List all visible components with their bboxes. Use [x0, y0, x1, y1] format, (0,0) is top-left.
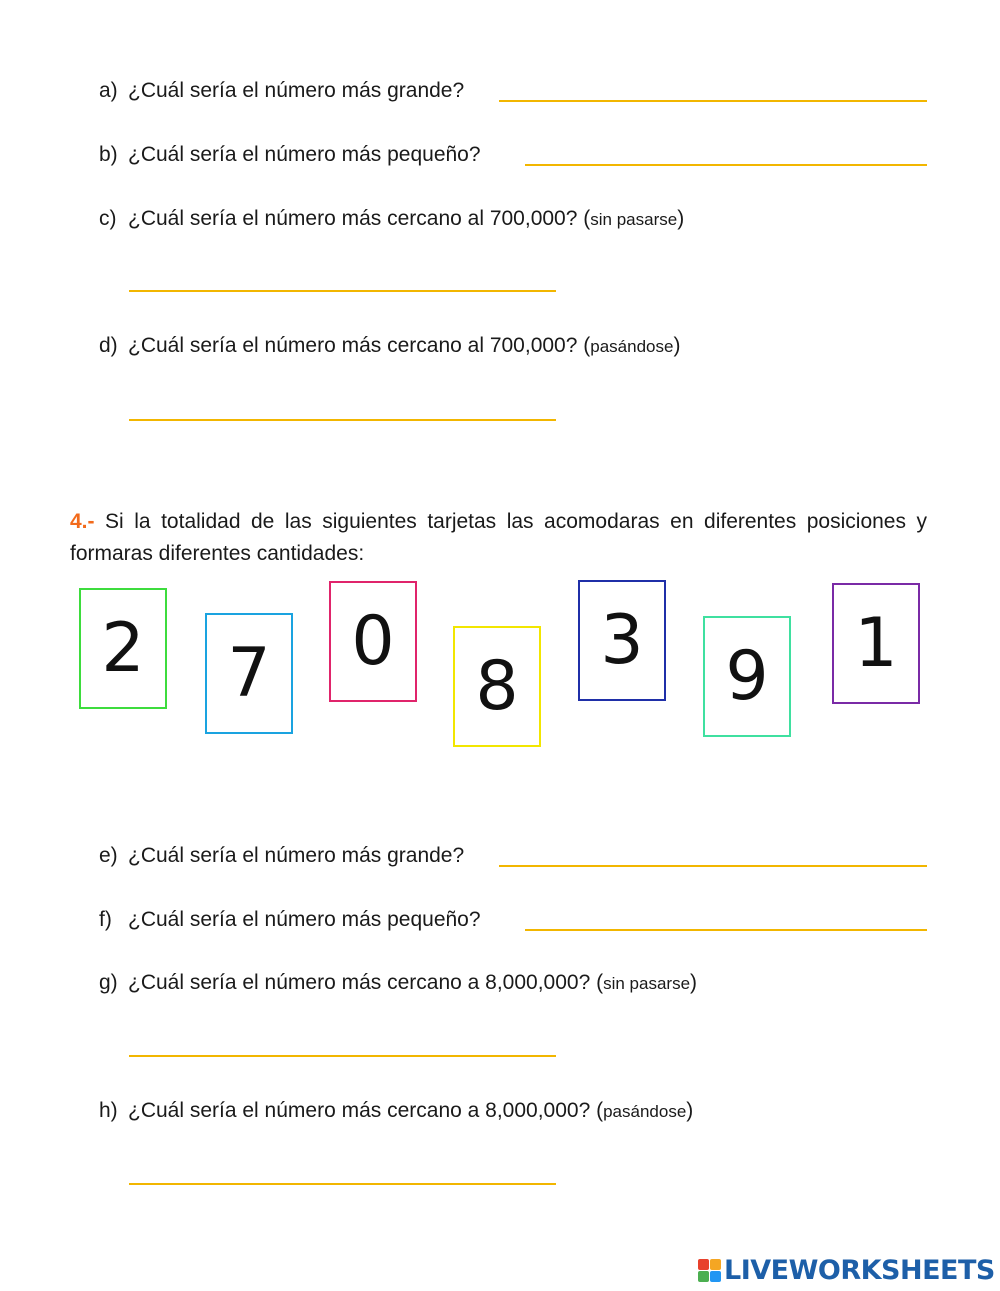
card-digit: 0 — [351, 602, 395, 681]
question-h — [99, 1097, 693, 1126]
card-digit: 9 — [725, 637, 769, 716]
question-text: ¿Cuál sería el número más cercano al 700,000? ( — [128, 334, 591, 357]
question-a — [99, 77, 464, 105]
number-card — [79, 588, 167, 709]
question-letter: b) — [99, 143, 118, 166]
question-note: pasándose — [590, 337, 674, 356]
question-close: ) — [673, 334, 681, 357]
answer-line-h[interactable] — [129, 1183, 556, 1185]
question-d — [99, 332, 680, 361]
question-letter: g) — [99, 971, 118, 994]
question-text: ¿Cuál sería el número más grande? — [128, 844, 465, 867]
section-text: Si la totalidad de las siguientes tarjetas las acomodaras en diferentes posiciones y formaras diferentes cantidades: — [70, 510, 927, 565]
question-c — [99, 205, 684, 234]
number-card — [703, 616, 791, 737]
answer-line-e[interactable] — [499, 865, 927, 867]
question-g — [99, 969, 697, 998]
question-text: ¿Cuál sería el número más pequeño? — [128, 143, 481, 166]
card-digit: 7 — [227, 634, 271, 713]
question-letter: h) — [99, 1099, 118, 1122]
answer-line-c[interactable] — [129, 290, 556, 292]
question-text: ¿Cuál sería el número más cercano a 8,000,000? ( — [128, 971, 604, 994]
logo-text: LIVEWORKSHEETS — [724, 1254, 995, 1286]
question-letter: d) — [99, 334, 118, 357]
card-digit: 3 — [600, 601, 644, 680]
question-letter: e) — [99, 844, 118, 867]
question-text: ¿Cuál sería el número más grande? — [128, 79, 465, 102]
question-text: ¿Cuál sería el número más cercano al 700,000? ( — [128, 207, 591, 230]
answer-line-f[interactable] — [525, 929, 927, 931]
answer-line-d[interactable] — [129, 419, 556, 421]
question-letter: c) — [99, 207, 117, 230]
question-e — [99, 842, 464, 870]
number-card — [205, 613, 293, 734]
question-f — [99, 906, 481, 934]
liveworksheets-logo — [698, 1254, 995, 1286]
question-close: ) — [686, 1099, 694, 1122]
card-digit: 8 — [475, 647, 519, 726]
question-note: sin pasarse — [590, 210, 678, 229]
answer-line-g[interactable] — [129, 1055, 556, 1057]
question-text: ¿Cuál sería el número más pequeño? — [128, 908, 481, 931]
question-letter: a) — [99, 79, 118, 102]
section-4-prompt — [70, 506, 927, 570]
number-card — [453, 626, 541, 747]
section-number: 4.- — [70, 510, 95, 533]
answer-line-b[interactable] — [525, 164, 927, 166]
question-b — [99, 141, 481, 169]
answer-line-a[interactable] — [499, 100, 927, 102]
logo-mark-icon — [698, 1259, 721, 1282]
card-digit: 1 — [854, 604, 898, 683]
number-card — [578, 580, 666, 701]
question-close: ) — [677, 207, 685, 230]
number-card — [329, 581, 417, 702]
question-letter: f) — [99, 908, 112, 931]
question-close: ) — [690, 971, 698, 994]
question-note: sin pasarse — [603, 974, 691, 993]
question-text: ¿Cuál sería el número más cercano a 8,000,000? ( — [128, 1099, 604, 1122]
card-digit: 2 — [101, 609, 145, 688]
question-note: pasándose — [603, 1102, 687, 1121]
number-card — [832, 583, 920, 704]
